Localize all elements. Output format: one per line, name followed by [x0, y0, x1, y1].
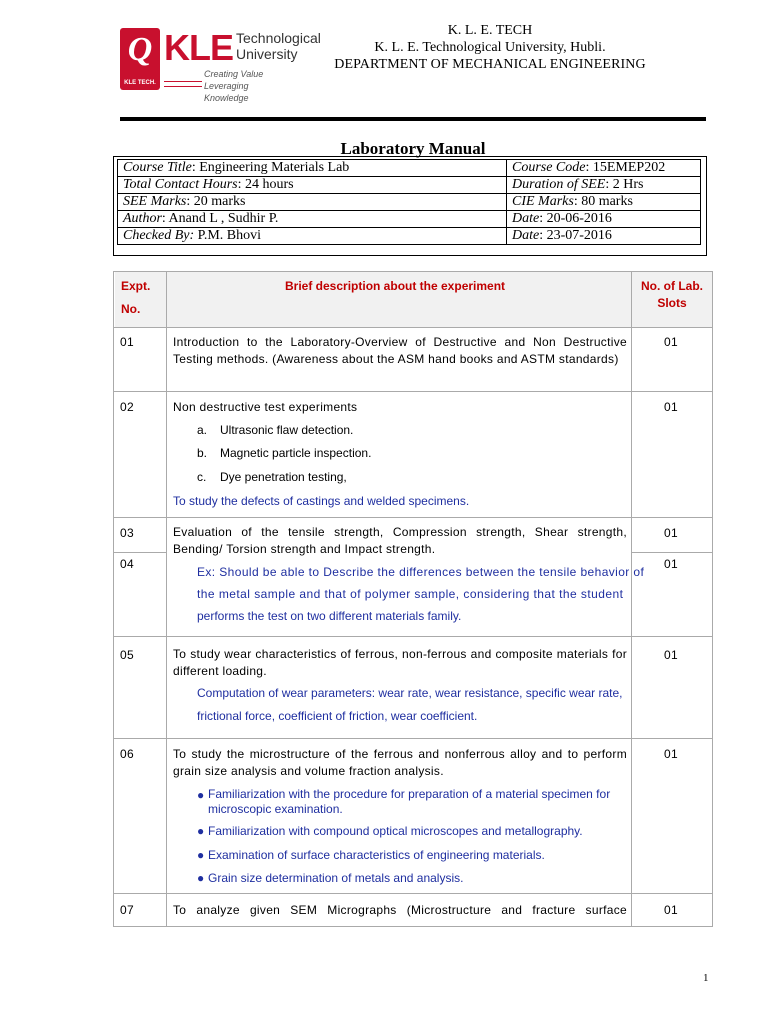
lab-slots: 01: [664, 335, 678, 349]
logo-university-name: Technological University: [236, 30, 321, 62]
info-cell: SEE Marks: 20 marks: [118, 194, 507, 211]
info-cell: Author: Anand L , Sudhir P.: [118, 211, 507, 228]
table-rule: [113, 926, 713, 927]
expt-number: 02: [120, 400, 134, 414]
bullet-icon: ●: [197, 824, 205, 838]
header-line-1: K. L. E. TECH: [447, 23, 533, 38]
table-rule: [166, 271, 167, 927]
expt-description: Introduction to the Laboratory-Overview of Destructive and Non Destructive Testing methods. (Awareness about the ASM hand books and ASTM standards): [173, 335, 627, 366]
info-cell: Course Code: 15EMEP202: [506, 160, 700, 177]
experiments-table: [113, 271, 713, 927]
bullet-icon: ●: [197, 848, 205, 862]
header-line-2: K. L. E. Technological University, Hubli.: [374, 40, 606, 55]
header-divider: [120, 117, 706, 121]
table-rule: [113, 271, 713, 272]
info-row: [118, 194, 701, 211]
expt-number: 03: [120, 526, 134, 540]
header-department: DEPARTMENT OF MECHANICAL ENGINEERING: [334, 57, 646, 72]
table-rule: [631, 552, 713, 553]
logo-rule: [164, 81, 202, 82]
expt-description: Non destructive test experiments: [173, 400, 358, 414]
list-marker: b.: [197, 446, 208, 460]
expt-note: performs the test on two different materials family.: [197, 609, 462, 623]
logo-rule: [164, 86, 202, 87]
expt-note: To study the defects of castings and welded specimens.: [173, 494, 470, 508]
lab-slots: 01: [664, 747, 678, 761]
table-rule: [113, 738, 713, 739]
table-rule: [113, 327, 713, 328]
header-description: Brief description about the experiment: [285, 279, 506, 293]
logo-badge-text: KLE TECH.: [124, 80, 156, 86]
table-rule: [113, 893, 713, 894]
expt-number: 06: [120, 747, 134, 761]
info-cell: Date: 20-06-2016: [506, 211, 700, 228]
expt-number: 01: [120, 335, 134, 349]
table-rule: [113, 636, 713, 637]
info-cell: Date: 23-07-2016: [506, 228, 700, 245]
table-rule: [631, 271, 632, 927]
info-row: [118, 211, 701, 228]
list-item: Familiarization with the procedure for preparation of a material specimen for microscopic examination.: [208, 787, 611, 816]
expt-note: Computation of wear parameters: wear rate, wear resistance, specific wear rate,: [197, 686, 623, 700]
expt-description: To analyze given SEM Micrographs (Microstructure and fracture surface: [173, 903, 627, 917]
info-cell: Duration of SEE: 2 Hrs: [506, 177, 700, 194]
lab-slots: 01: [664, 526, 678, 540]
logo-name: KLE: [164, 27, 233, 68]
list-marker: c.: [197, 470, 207, 484]
header-lab-slots: No. of Lab. Slots: [641, 279, 703, 310]
header-expt-no: Expt. No.: [121, 279, 151, 316]
expt-description: Evaluation of the tensile strength, Compression strength, Shear strength, Bending/ Torsion strength and Impact strength.: [173, 525, 627, 556]
expt-number: 05: [120, 648, 134, 662]
list-item: Ultrasonic flaw detection.: [220, 423, 354, 437]
page-title: Laboratory Manual: [340, 139, 486, 158]
table-rule: [113, 552, 166, 553]
table-rule: [113, 271, 114, 927]
expt-note: frictional force, coefficient of friction, wear coefficient.: [197, 709, 478, 723]
lab-slots: 01: [664, 648, 678, 662]
list-item: Dye penetration testing,: [220, 470, 347, 484]
table-rule: [113, 391, 713, 392]
course-info-table: [117, 159, 701, 245]
list-item: Familiarization with compound optical microscopes and metallography.: [208, 824, 583, 838]
info-row: [118, 228, 701, 245]
list-item: Magnetic particle inspection.: [220, 446, 372, 460]
lab-slots: 01: [664, 557, 678, 571]
logo-mark: Q: [127, 31, 153, 68]
table-rule: [712, 271, 713, 927]
bullet-icon: ●: [197, 871, 205, 885]
info-cell: Total Contact Hours: 24 hours: [118, 177, 507, 194]
university-logo: [118, 24, 321, 103]
list-marker: a.: [197, 423, 208, 437]
info-row: [118, 177, 701, 194]
logo-tagline: Creating Value Leveraging Knowledge: [204, 69, 264, 103]
info-cell: Checked By: P.M. Bhovi: [118, 228, 507, 245]
bullet-icon: ●: [197, 788, 205, 802]
page-number: 1: [703, 972, 709, 984]
logo-badge: [120, 28, 160, 90]
expt-description: To study the microstructure of the ferrous and nonferrous alloy and to perform grain size analysis and volume fraction analysis.: [173, 747, 627, 778]
expt-number: 07: [120, 903, 134, 917]
expt-description: To study wear characteristics of ferrous, non-ferrous and composite materials for different loading.: [173, 647, 627, 678]
lab-slots: 01: [664, 903, 678, 917]
info-cell: Course Title: Engineering Materials Lab: [118, 160, 507, 177]
list-item: Grain size determination of metals and analysis.: [208, 871, 464, 885]
list-item: Examination of surface characteristics of engineering materials.: [208, 848, 545, 862]
info-cell: CIE Marks: 80 marks: [506, 194, 700, 211]
document-header: [300, 22, 680, 73]
info-row: [118, 160, 701, 177]
expt-note: the metal sample and that of polymer sample, considering that the student: [197, 587, 624, 601]
expt-number: 04: [120, 557, 134, 571]
expt-note: Ex: Should be able to Describe the differences between the tensile behavior of: [197, 565, 645, 579]
table-rule: [113, 517, 713, 518]
lab-slots: 01: [664, 400, 678, 414]
